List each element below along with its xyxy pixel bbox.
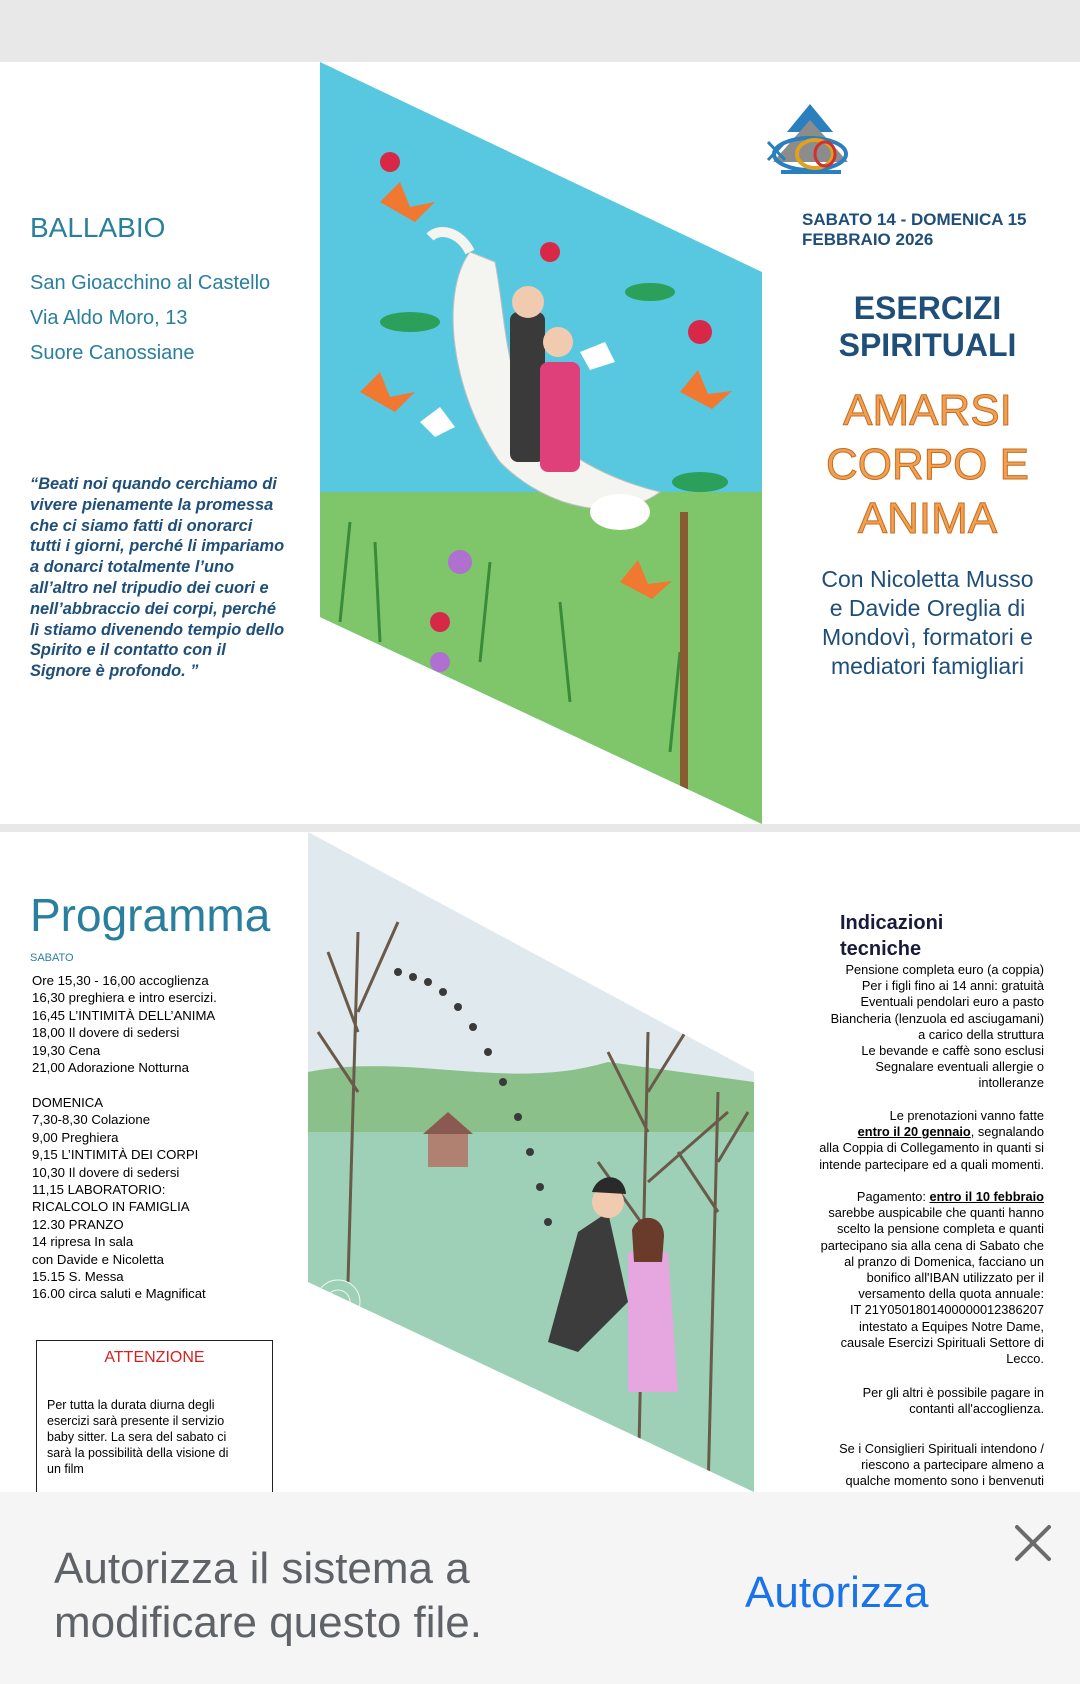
- permission-message-line: modificare questo file.: [54, 1598, 482, 1647]
- cash-line: Per gli altri è possibile pagare in: [862, 1385, 1044, 1400]
- attention-line: un film: [47, 1462, 84, 1476]
- event-date-line: FEBBRAIO 2026: [802, 230, 934, 249]
- payment-line: versamento della quota annuale:: [858, 1286, 1044, 1302]
- quote-line: Signore è profondo. ”: [30, 662, 199, 681]
- quote-line: Spirito e il contatto con il: [30, 641, 226, 660]
- event-type: [800, 290, 1055, 364]
- schedule-item: Ore 15,30 - 16,00 accoglienza: [32, 973, 209, 988]
- payment-deadline: entro il 10 febbraio: [929, 1189, 1044, 1204]
- schedule-item: 16,45 L’INTIMITÀ DELL’ANIMA: [32, 1007, 216, 1023]
- pricing-line: Per i figli fino ai 14 anni: gratuità: [861, 978, 1044, 994]
- payment-line: sarebbe auspicabile che quanti hanno: [828, 1205, 1044, 1221]
- payment-line: al pranzo di Domenica, facciano un: [844, 1253, 1044, 1269]
- pricing-line: Pensione completa euro (a coppia): [845, 962, 1044, 977]
- permission-message-line: Autorizza il sistema a: [54, 1544, 470, 1593]
- speakers: [800, 565, 1055, 681]
- brochure-page-back: [0, 832, 1080, 1492]
- pricing-line: Eventuali pendolari euro a pasto: [860, 994, 1044, 1010]
- address-line: Via Aldo Moro, 13: [30, 307, 188, 329]
- iban: IT 21Y0501801400000012386207: [849, 1302, 1044, 1318]
- quote-line: nell’abbraccio dei corpi, perché: [30, 599, 276, 618]
- schedule-item: 15.15 S. Messa: [32, 1269, 124, 1285]
- event-date-line: SABATO 14 - DOMENICA 15: [802, 210, 1027, 229]
- quote-line: vivere pienamente la promessa: [30, 495, 274, 514]
- location-name: BALLABIO: [30, 212, 166, 243]
- schedule-item: RICALCOLO IN FAMIGLIA: [32, 1199, 190, 1215]
- event-title-line: CORPO E: [826, 440, 1029, 489]
- schedule-item: 9,15 L’INTIMITÀ DEI CORPI: [32, 1147, 199, 1163]
- payment-line: [821, 1189, 1044, 1205]
- saturday-label: SABATO: [30, 952, 74, 964]
- advisors-line: Se i Consiglieri Spirituali intendono /: [839, 1441, 1044, 1456]
- advisors-line: riescono a partecipare almeno a: [861, 1457, 1044, 1473]
- birds-illustration: [320, 62, 762, 824]
- pricing-line: intolleranze: [978, 1075, 1044, 1091]
- booking-intro: Le prenotazioni vanno fatte: [889, 1108, 1044, 1123]
- quote-line: all’altro nel tripudio dei cuori e: [30, 578, 269, 597]
- sunday-label: DOMENICA: [32, 1095, 104, 1110]
- quote-line: lì stiamo divenendo tempio dello: [30, 620, 285, 639]
- brochure-page-front: [0, 62, 1080, 824]
- booking-line: [819, 1124, 1044, 1140]
- payment-label: Pagamento:: [856, 1189, 930, 1204]
- address-line: Suore Canossiane: [30, 342, 195, 364]
- schedule-item: 10,30 Il dovere di sedersi: [32, 1164, 180, 1180]
- booking-line: intende partecipare ed a quali momenti.: [819, 1156, 1044, 1172]
- attention-line: sarà la possibilità della visione di: [47, 1446, 229, 1460]
- schedule-item: 19,30 Cena: [32, 1042, 101, 1058]
- schedule-item: 7,30-8,30 Colazione: [32, 1112, 151, 1128]
- pricing-line: Segnalare eventuali allergie o: [875, 1059, 1044, 1075]
- permission-message: [54, 1542, 482, 1650]
- tech-info-title-line: Indicazioni: [840, 912, 944, 934]
- permission-banner: [0, 1492, 1080, 1684]
- quote-line: che ci siamo fatti di onorarci: [30, 516, 253, 535]
- speakers-line: Con Nicoletta Musso: [821, 566, 1034, 592]
- attention-line: Per tutta la durata diurna degli: [47, 1398, 215, 1412]
- quote: [30, 474, 306, 682]
- payment-info: [821, 1189, 1044, 1367]
- payment-line: causale Esercizi Spirituali Settore di: [840, 1334, 1044, 1350]
- pricing-line: Le bevande e caffè sono esclusi: [861, 1043, 1044, 1059]
- speakers-line: e Davide Oreglia di: [829, 595, 1026, 621]
- schedule-item: 18,00 Il dovere di sedersi: [32, 1025, 180, 1041]
- booking-line: alla Coppia di Collegamento in quanti si: [819, 1140, 1044, 1156]
- schedule-item: con Davide e Nicoletta: [32, 1251, 164, 1267]
- attention-line: esercizi sarà presente il servizio: [47, 1414, 225, 1428]
- event-type-line: ESERCIZI: [853, 290, 1002, 326]
- pricing-info: [831, 962, 1044, 1092]
- attention-text: [47, 1397, 257, 1477]
- event-title: [790, 384, 1065, 546]
- booking-deadline: entro il 20 gennaio: [857, 1124, 971, 1140]
- quote-line: tutti i giorni, perché li impariamo: [30, 537, 285, 556]
- quote-line: a donarci totalmente l’uno: [30, 558, 234, 577]
- cash-line: contanti all'accoglienza.: [909, 1401, 1044, 1417]
- attention-title: ATTENZIONE: [104, 1349, 205, 1366]
- pricing-line: a carico della struttura: [918, 1026, 1044, 1042]
- advisors-line: qualche momento sono i benvenuti: [845, 1473, 1044, 1489]
- schedule-item: 14 ripresa In sala: [32, 1234, 134, 1250]
- payment-line: intestato a Equipes Notre Dame,: [859, 1318, 1044, 1334]
- schedule-item: 12.30 PRANZO: [32, 1216, 124, 1232]
- speakers-line: Mondovì, formatori e: [822, 624, 1033, 650]
- advisors-info: [839, 1441, 1044, 1490]
- program-title: Programma: [30, 889, 271, 941]
- sunday-schedule: [32, 1094, 206, 1303]
- close-icon[interactable]: [1012, 1522, 1054, 1564]
- booking-rest: , segnalando: [970, 1124, 1044, 1140]
- payment-line: scelto la pensione completa e quanti: [836, 1221, 1044, 1237]
- event-type-line: SPIRITUALI: [838, 327, 1017, 363]
- speakers-line: mediatori famigliari: [830, 653, 1024, 679]
- tech-info-title: [840, 910, 943, 962]
- event-title-line: AMARSI: [843, 386, 1012, 435]
- couple-swing-illustration: [308, 832, 754, 1492]
- payment-line: partecipano sia alla cena di Sabato che: [820, 1237, 1044, 1253]
- schedule-item: 11,15 LABORATORIO:: [32, 1182, 166, 1198]
- schedule-item: 9,00 Preghiera: [32, 1129, 119, 1145]
- authorize-button[interactable]: Autorizza: [745, 1568, 929, 1617]
- event-title-line: ANIMA: [857, 494, 998, 543]
- payment-line: Lecco.: [1006, 1351, 1044, 1367]
- equipes-notre-dame-logo: [763, 102, 858, 197]
- payment-line: bonifico all'IBAN utilizzato per il: [866, 1270, 1044, 1286]
- tech-info-title-line: tecniche: [840, 938, 922, 960]
- cash-info: [863, 1385, 1044, 1417]
- booking-info: [819, 1108, 1044, 1173]
- pricing-line: Biancheria (lenzuola ed asciugamani): [830, 1010, 1044, 1026]
- attention-box: [36, 1340, 273, 1492]
- quote-line: “Beati noi quando cerchiamo di: [30, 475, 277, 493]
- attention-line: baby sitter. La sera del sabato ci: [47, 1430, 227, 1444]
- schedule-item: 16.00 circa saluti e Magnificat: [32, 1286, 206, 1302]
- schedule-item: 21,00 Adorazione Notturna: [32, 1060, 189, 1076]
- schedule-item: 16,30 preghiera e intro esercizi.: [32, 990, 217, 1006]
- address-line: San Gioacchino al Castello: [30, 272, 271, 294]
- saturday-schedule: [32, 972, 217, 1076]
- event-date: [802, 210, 1027, 250]
